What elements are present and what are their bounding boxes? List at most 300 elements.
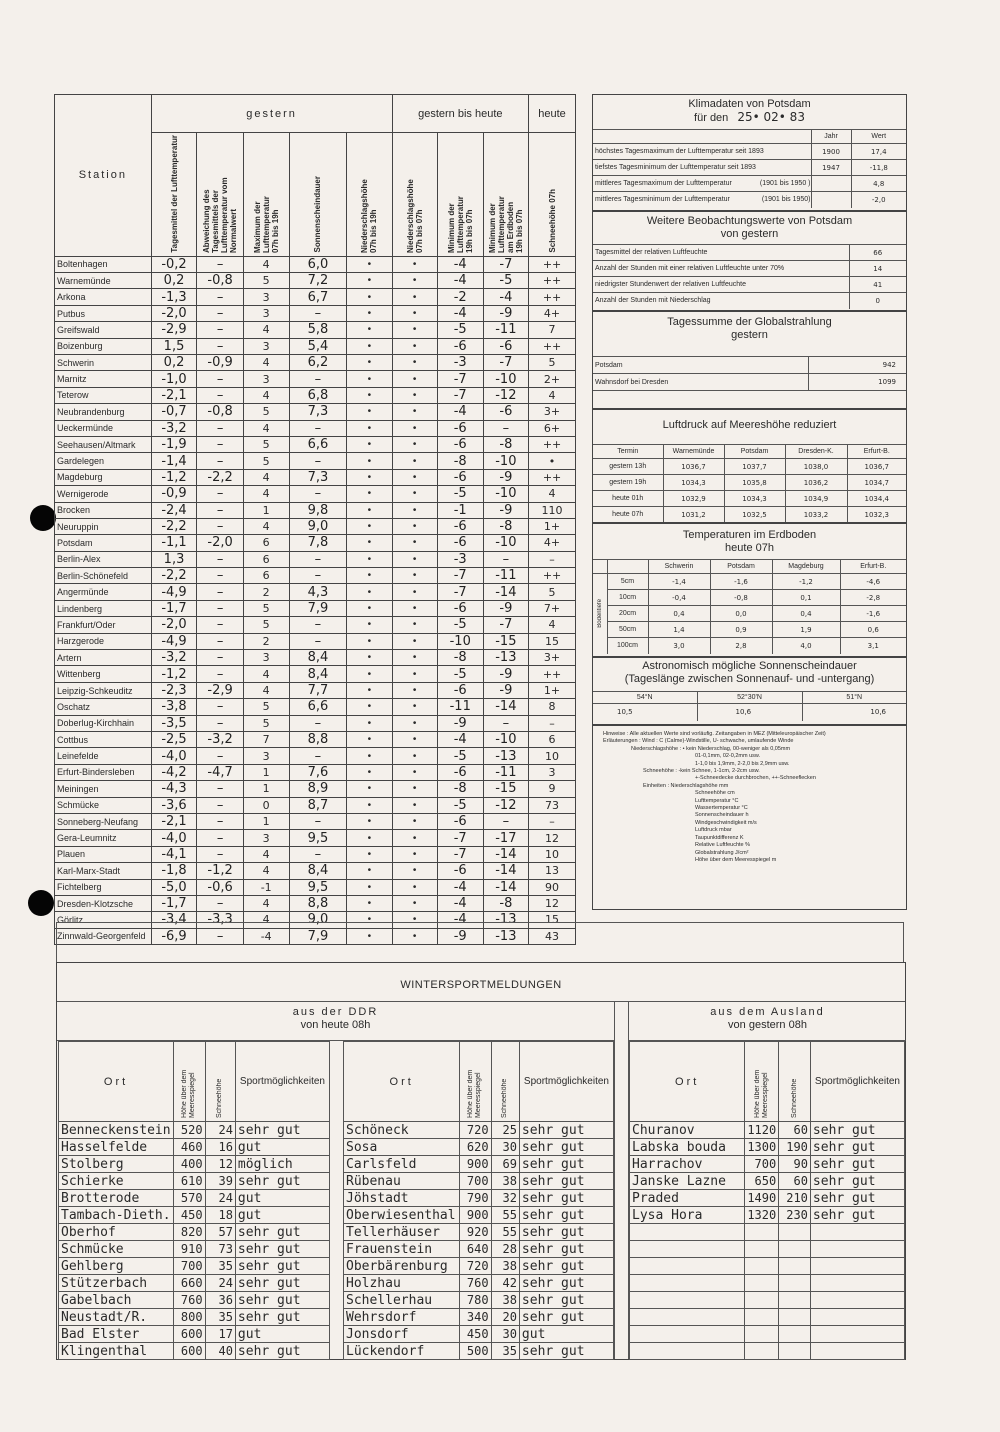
value-cell: – [289,486,347,502]
station-name: Artern [55,650,152,666]
note-line: Wassertemperatur °C [695,805,748,812]
hoehe [745,1309,779,1326]
station-name: Potsdam [55,535,152,551]
precip-cell: • [347,912,392,928]
value-cell: 6,8 [289,387,347,403]
value-cell: 1,3 [151,551,197,567]
value-cell: 8,9 [289,781,347,797]
station-row [55,879,576,895]
value-cell: 1 [243,502,289,518]
wintersport-row [344,1156,614,1173]
value-cell: – [197,928,243,944]
col-header: Maximum der Lufttemperatur 07h bis 19h [243,133,289,257]
precip-cell: • [392,420,437,436]
col-ort: Ort [59,1042,174,1122]
value-cell: 0 [243,797,289,813]
precip-cell: • [392,568,437,584]
station-row [55,813,576,829]
value-cell: -9 [483,502,528,518]
value-cell: – [197,436,243,452]
wintersport-row [59,1139,330,1156]
value-cell: – [289,371,347,387]
hoehe: 1120 [745,1122,779,1139]
value-cell: 9 [529,781,576,797]
hoehe: 760 [460,1275,491,1292]
col-schnee: Schneehöhe [216,1078,224,1118]
soil-temp-value: 0,4 [772,606,840,622]
precip-cell: • [347,617,392,633]
value-cell: – [197,666,243,682]
value-cell: -6 [483,404,528,420]
value-cell: -4,7 [197,764,243,780]
value-cell: -1,8 [151,863,197,879]
value-cell: 12 [529,895,576,911]
value-cell: 4 [243,895,289,911]
precip-cell: • [392,617,437,633]
wintersport-row [59,1224,330,1241]
station-name: Angermünde [55,584,152,600]
ort: Jonsdorf [344,1326,460,1343]
hoehe: 790 [460,1190,491,1207]
value-cell: 10 [529,748,576,764]
col-hoehe: Höhe über dem Meeresspiegel [467,1069,483,1118]
value-cell: – [289,846,347,862]
value-cell: – [529,813,576,829]
value-cell: -0,8 [197,273,243,289]
value-cell: – [197,322,243,338]
precip-cell: • [347,633,392,649]
depth-label: 10cm [607,590,648,606]
precip-cell: • [392,338,437,354]
value-cell: 3 [243,371,289,387]
wintersport-row [344,1326,614,1343]
precip-cell: • [392,781,437,797]
value-cell: 1,5 [151,338,197,354]
value-cell: 3 [243,289,289,305]
station-row [55,387,576,403]
value-cell: ++ [529,469,576,485]
ausland-subtitle: von gestern 08h [728,1019,807,1031]
precip-cell: • [347,600,392,616]
value-cell: 3 [529,764,576,780]
hoehe [745,1224,779,1241]
station-name: Brocken [55,502,152,518]
station-name: Lindenberg [55,600,152,616]
klima-title: Klimadaten von Potsdam [688,98,811,110]
precip-cell: • [347,535,392,551]
precip-cell: • [347,846,392,862]
luftdruck-value: 1038,0 [785,459,847,475]
value-cell: – [197,584,243,600]
hoehe [745,1275,779,1292]
station-table [54,94,576,945]
value-cell: -6 [437,600,483,616]
precip-cell: • [392,371,437,387]
value-cell: 8,8 [289,895,347,911]
hoehe: 600 [174,1343,206,1360]
ort: Oberwiesenthal [344,1207,460,1224]
station-row [55,830,576,846]
value-cell: -4 [437,895,483,911]
ort: Tellerhäuser [344,1224,460,1241]
value-cell: -2,4 [151,502,197,518]
sportmoeglichkeit: sehr gut [235,1309,329,1326]
bodentiefe-label: Bodentiefe [596,599,603,629]
value-cell: 4 [529,617,576,633]
precip-cell: • [392,256,437,272]
value-cell: 8,4 [289,650,347,666]
value-cell: – [289,551,347,567]
value-cell: -2 [437,289,483,305]
value-cell: -9 [483,305,528,321]
col-header: Niederschlagshöhe 07h bis 07h [392,133,437,257]
ort [630,1309,745,1326]
value-cell: 15 [529,912,576,928]
weitere-panel [592,210,907,312]
precip-cell: • [347,781,392,797]
wintersport-row [344,1173,614,1190]
precip-cell: • [392,830,437,846]
sportmoeglichkeit: gut [519,1326,613,1343]
schneehoehe: 17 [205,1326,235,1343]
value-cell: 7,9 [289,928,347,944]
wintersport-row [344,1343,614,1360]
precip-cell: • [392,715,437,731]
value-cell: 7+ [529,600,576,616]
precip-cell: • [347,764,392,780]
wintersport-row [59,1173,330,1190]
value-cell: -1,0 [151,371,197,387]
value-cell: 7,9 [289,600,347,616]
value-cell: 4 [243,863,289,879]
sportmoeglichkeit [810,1258,904,1275]
precip-cell: • [347,518,392,534]
sportmoeglichkeit: möglich [235,1156,329,1173]
precip-cell: • [392,895,437,911]
value-cell: – [197,715,243,731]
soil-temp-value: 0,0 [710,606,772,622]
value-cell: – [197,568,243,584]
value-cell: -7 [483,617,528,633]
wintersport-row [344,1224,614,1241]
value-cell: -6 [437,813,483,829]
station-row [55,666,576,682]
value-cell: 5 [243,436,289,452]
station-row [55,731,576,747]
value-cell: 4 [529,486,576,502]
sportmoeglichkeit: gut [235,1139,329,1156]
ort: Hasselfelde [59,1139,174,1156]
value-cell: -8 [437,650,483,666]
precip-cell: • [392,273,437,289]
col-sport: Sportmöglichkeiten [235,1042,329,1122]
value-cell: -2,5 [151,731,197,747]
ort [630,1224,745,1241]
value-cell: -2,3 [151,682,197,698]
value-cell: 2 [243,633,289,649]
ort: Schierke [59,1173,174,1190]
precip-cell: • [347,338,392,354]
precip-cell: • [392,486,437,502]
schneehoehe: 40 [205,1343,235,1360]
wintersport-row [59,1343,330,1360]
value-cell: 7,3 [289,469,347,485]
ort [630,1241,745,1258]
value-cell: 5 [243,699,289,715]
precip-cell: • [392,846,437,862]
depth-label: 100cm [607,638,648,654]
value-cell: -9 [483,682,528,698]
value-cell: 15 [529,633,576,649]
value-cell: – [197,830,243,846]
value-cell: 5 [243,404,289,420]
hoehe [745,1258,779,1275]
wintersport-row [630,1224,905,1241]
note-line: Höhe über dem Meeresspiegel m [695,856,777,863]
ort [630,1258,745,1275]
value-cell: ++ [529,436,576,452]
value-cell: – [289,568,347,584]
value-cell: -8 [437,453,483,469]
col-schnee: Schneehöhe [501,1078,509,1118]
ort: Bad Elster [59,1326,174,1343]
value-cell: -11 [437,699,483,715]
hoehe: 610 [174,1173,206,1190]
ort: Jöhstadt [344,1190,460,1207]
hoehe: 720 [460,1122,491,1139]
sportmoeglichkeit: sehr gut [519,1207,613,1224]
value-cell: 7,7 [289,682,347,698]
value-cell: 7 [243,731,289,747]
wintersport-row [344,1292,614,1309]
value-cell: 6+ [529,420,576,436]
value-cell: -6 [437,764,483,780]
depth-label: 5cm [607,574,648,590]
wintersport-row [59,1122,330,1139]
sportmoeglichkeit: sehr gut [810,1190,904,1207]
station-row [55,584,576,600]
schneehoehe: 35 [205,1258,235,1275]
station-row [55,633,576,649]
value-cell: 8,8 [289,731,347,747]
value-cell: -7 [437,830,483,846]
precip-cell: • [392,813,437,829]
value-cell: 3 [243,650,289,666]
sportmoeglichkeit: sehr gut [235,1275,329,1292]
col-header: Minimum der Lufttemperatur am Erdboden 19h bis 07h [483,133,528,257]
global-title: Tagessumme der Globalstrahlung [667,316,832,328]
soil-temp-value: 3,1 [840,638,906,654]
value-cell: -1,9 [151,436,197,452]
value-cell: -4,0 [151,830,197,846]
value-cell: 8,4 [289,863,347,879]
value-cell: 3 [243,830,289,846]
hoehe: 700 [460,1173,491,1190]
value-cell: 1 [243,764,289,780]
erdboden-panel [592,522,907,658]
luftdruck-value: 1034,3 [663,475,724,491]
soil-temp-value: 0,6 [840,622,906,638]
sportmoeglichkeit: sehr gut [810,1122,904,1139]
sportmoeglichkeit: sehr gut [235,1122,329,1139]
hoehe: 700 [745,1156,779,1173]
ort: Schöneck [344,1122,460,1139]
precip-cell: • [347,863,392,879]
ort [630,1343,745,1360]
value-cell: ++ [529,289,576,305]
value-cell: 8,4 [289,666,347,682]
hoehe: 500 [460,1343,491,1360]
value-cell: -1 [243,879,289,895]
value-cell: -10 [483,371,528,387]
divider [56,922,904,923]
value-cell: -4 [243,928,289,944]
value-cell: -9 [483,469,528,485]
precip-cell: • [392,584,437,600]
value-cell: 1+ [529,518,576,534]
value-cell: -11 [483,322,528,338]
hoehe: 700 [174,1258,206,1275]
wintersport-row [59,1207,330,1224]
precip-cell: • [392,518,437,534]
value-cell: -2,9 [197,682,243,698]
value-cell: -3,2 [151,650,197,666]
precip-cell: • [347,830,392,846]
value-cell: -11 [483,568,528,584]
value-cell: – [289,633,347,649]
station-row [55,338,576,354]
luftdruck-title: Luftdruck auf Meereshöhe reduziert [662,419,837,431]
ort: Rübenau [344,1173,460,1190]
wintersport-row [59,1258,330,1275]
precip-cell: • [347,879,392,895]
erdboden-title: Temperaturen im Erdboden [682,529,817,541]
station-row [55,928,576,944]
note-line: +-Schneedecke durchbrochen, ++-Schneeflecken [695,775,816,782]
value-cell: – [289,748,347,764]
soil-temp-value: 4,0 [772,638,840,654]
ort: Stolberg [59,1156,174,1173]
group-gestern-bis-heute: gestern bis heute [392,95,529,133]
schneehoehe: 42 [491,1275,519,1292]
value-cell: 6 [243,535,289,551]
value-cell: – [197,650,243,666]
value-cell: -1,7 [151,895,197,911]
wintersport-row [344,1258,614,1275]
value-cell: -5 [437,797,483,813]
value-cell: -5 [483,273,528,289]
value-cell: -1,2 [197,863,243,879]
soil-temp-value: -2,8 [840,590,906,606]
value-cell: -2,0 [151,617,197,633]
station-name: Doberlug-Kirchhain [55,715,152,731]
luftdruck-value: 1034,4 [847,491,906,507]
value-cell: -6 [437,535,483,551]
global-panel [592,310,907,410]
schneehoehe [779,1224,811,1241]
note-line: Windgeschwindigkeit m/s [695,819,757,826]
col-hoehe: Höhe über dem Meeresspiegel [181,1069,197,1118]
precip-cell: • [392,305,437,321]
hoehe: 520 [174,1122,206,1139]
value-cell: 5 [243,273,289,289]
value-cell: – [197,551,243,567]
value-cell: 4 [243,518,289,534]
ort: Sosa [344,1139,460,1156]
luftdruck-header: Dresden-K. [785,445,847,459]
weitere-subtitle: von gestern [720,228,779,240]
value-cell: -3,4 [151,912,197,928]
schneehoehe: 28 [491,1241,519,1258]
luftdruck-termin: heute 01h [593,491,663,507]
value-cell: 4 [243,486,289,502]
wintersport-row [630,1139,905,1156]
value-cell: -13 [483,912,528,928]
value-cell: 4 [243,469,289,485]
value-cell: -6 [483,338,528,354]
value-cell: 4 [243,387,289,403]
value-cell: – [289,453,347,469]
precip-cell: • [392,322,437,338]
precip-cell: • [392,289,437,305]
value-cell: 73 [529,797,576,813]
schneehoehe: 30 [491,1139,519,1156]
value-cell: -2,2 [197,469,243,485]
precip-cell: • [347,748,392,764]
value-cell: -13 [483,748,528,764]
value-cell: -12 [483,797,528,813]
sportmoeglichkeit: sehr gut [235,1224,329,1241]
value-cell: – [197,305,243,321]
note-line: Relative Luftfeuchte % [695,842,751,849]
station-name: Neubrandenburg [55,404,152,420]
ddr-header [57,1002,615,1041]
sportmoeglichkeit: sehr gut [810,1173,904,1190]
value-cell: -3,2 [197,731,243,747]
ort: Neustadt/R. [59,1309,174,1326]
luftdruck-termin: heute 07h [593,507,663,523]
station-row [55,748,576,764]
wintersport-row [630,1275,905,1292]
station-name: Boizenburg [55,338,152,354]
value-cell: – [289,715,347,731]
station-name: Neuruppin [55,518,152,534]
station-name: Putbus [55,305,152,321]
schneehoehe: 90 [779,1156,811,1173]
value-cell: -2,1 [151,813,197,829]
station-row [55,273,576,289]
note-line: Sonnenscheindauer h [695,812,749,819]
value-cell: 4 [243,322,289,338]
luftdruck-value: 1035,8 [724,475,785,491]
sportmoeglichkeit: gut [235,1190,329,1207]
value-cell: – [529,715,576,731]
value-cell: -1,2 [151,666,197,682]
station-header: Station [55,95,152,257]
schneehoehe: 35 [491,1343,519,1360]
soil-temp-value: 3,0 [648,638,710,654]
schneehoehe: 16 [205,1139,235,1156]
hoehe: 450 [174,1207,206,1224]
value-cell: – [197,846,243,862]
value-cell: -5 [437,322,483,338]
klima-panel [592,94,907,212]
ausland-title: aus dem Ausland [710,1006,825,1018]
wintersport-row [344,1275,614,1292]
erdboden-header: Schwerin [648,560,710,574]
divider [903,922,904,962]
station-name: Greifswald [55,322,152,338]
